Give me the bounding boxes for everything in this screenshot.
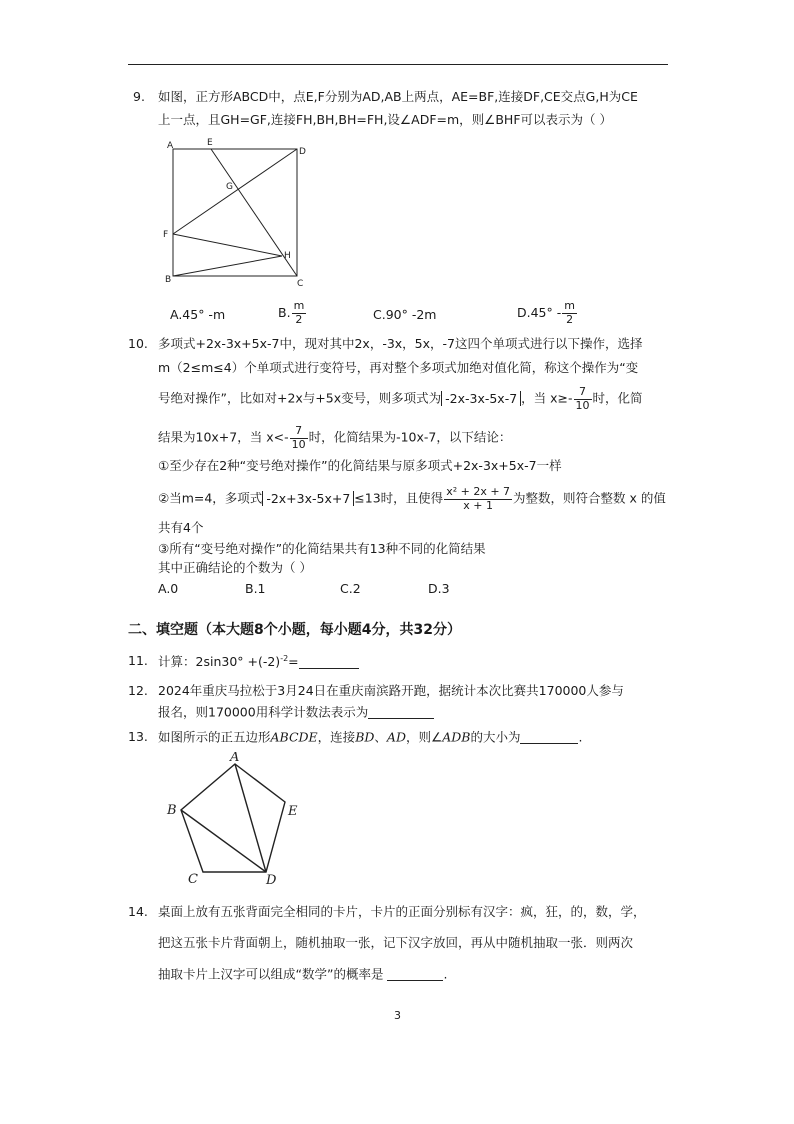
label-c: C — [297, 279, 304, 288]
q10-conclusion-2: ②当m=4，多项式 -2x+3x-5x+7 ≤13时，且使得 $\frac{\text{x² + 2x + 7}}{x + 1}$ 为整数，则符合整数 x 的值 — [158, 485, 666, 512]
label-a: A — [167, 141, 174, 151]
q10-option-b: B.1 — [245, 581, 266, 596]
q14-line2: 把这五张卡片背面朝上，随机抽取一张，记下汉字放回，再从中随机抽取一张．则两次 — [158, 935, 634, 950]
q10-line3: 号绝对操作”，比如对+2x与+5x变号，则多项式为 -2x-3x-5x-7 ，当 x≥- $\frac{7}{10}$ 时，化简 — [158, 385, 643, 412]
q10-number: 10. — [128, 336, 148, 351]
q13-answer-blank[interactable] — [520, 731, 578, 744]
q11-answer-blank[interactable] — [299, 656, 359, 669]
abs-value-expr: -2x-3x-5x-7 — [441, 391, 521, 407]
label-b: B — [167, 803, 177, 818]
segment-df — [173, 149, 297, 234]
q9-option-a: A.45° -m — [170, 307, 226, 322]
q11-text: 计算：$2\sin 30^\circ +(-2)^{-2}=$ — [158, 655, 359, 669]
q9-option-b: B. $\frac{m}{2}$ — [278, 299, 305, 326]
q12-number: 12. — [128, 683, 148, 698]
q10-option-c: C.2 — [340, 581, 361, 596]
q9-option-d: D.45° - $\frac{m}{2}$ — [517, 299, 575, 326]
q13-pentagon-figure — [160, 752, 310, 888]
abs-value-expr-2: -2x+3x-5x+7 — [262, 491, 354, 507]
q10-line1: 多项式+2x-3x+5x-7中，现对其中2x，-3x，5x，-7这四个单项式进行以下操作，选择 — [158, 336, 643, 351]
q12-answer-blank[interactable] — [368, 706, 434, 719]
q14-number: 14. — [128, 904, 148, 919]
q10-conclusion-3: ③所有“变号绝对操作”的化简结果共有13种不同的化简结果 — [158, 541, 486, 556]
q9-line1: 如图，正方形ABCD中，点E,F分别为AD,AB上两点，AE=BF,连接DF,CE交点G,H为CE — [158, 89, 638, 104]
q12-line2: 报名，则170000用科学计数法表示为 — [158, 706, 434, 719]
q14-answer-blank[interactable] — [387, 968, 443, 981]
q9-square-figure — [160, 136, 310, 288]
q14-line1: 桌面上放有五张背面完全相同的卡片，卡片的正面分别标有汉字：疯，狂，的，数，学， — [158, 904, 646, 919]
segment-bd — [181, 810, 266, 872]
q10-question: 其中正确结论的个数为（ ） — [158, 560, 312, 575]
q10-option-a: A.0 — [158, 581, 179, 596]
q9-option-c: C.90° -2m — [373, 307, 437, 322]
label-e: E — [207, 138, 213, 148]
segment-ad — [235, 764, 266, 872]
section-2-title: 二、填空题（本大题8个小题，每小题4分，共32分） — [128, 622, 461, 638]
label-h: H — [284, 251, 291, 261]
label-b: B — [165, 275, 172, 285]
page-number: 3 — [394, 1009, 401, 1022]
q12-line1: 2024年重庆马拉松于3月24日在重庆南滨路开跑，据统计本次比赛共170000人参与 — [158, 683, 624, 698]
segment-bh — [173, 256, 282, 276]
q10-line4: 结果为10x+7，当 x<- $\frac{7}{10}$ 时，化简结果为-10x-7，以下结论： — [158, 424, 512, 451]
segment-fh — [173, 234, 282, 256]
label-c: C — [188, 872, 198, 887]
q10-conclusion-2-cont: 共有4个 — [158, 520, 204, 535]
q9-number: 9. — [133, 89, 145, 104]
header-rule — [128, 64, 668, 65]
label-f: F — [163, 230, 169, 240]
q13-number: 13. — [128, 729, 148, 744]
q9-line2: 上一点，且GH=GF,连接FH,BH,BH=FH,设∠ADF=m，则∠BHF可以表示为（ ） — [158, 112, 612, 127]
q14-line3: 抽取卡片上汉字可以组成“数学”的概率是 . — [158, 966, 448, 982]
label-d: D — [266, 873, 277, 888]
q10-conclusion-1: ①至少存在2种“变号绝对操作”的化简结果与原多项式+2x-3x+5x-7一样 — [158, 458, 562, 473]
q10-option-d: D.3 — [428, 581, 450, 596]
label-g: G — [226, 182, 233, 192]
q11-number: 11. — [128, 653, 148, 668]
label-e: E — [288, 804, 298, 819]
q13-text: 如图所示的正五边形ABCDE，连接BD、AD，则∠ADB的大小为 . — [158, 729, 583, 745]
label-a: A — [230, 752, 240, 765]
label-d: D — [299, 147, 306, 157]
q10-line2: m（2≤m≤4）个单项式进行变符号，再对整个多项式加绝对值化简，称这个操作为“变 — [158, 360, 639, 375]
pentagon-abcde — [181, 764, 285, 872]
